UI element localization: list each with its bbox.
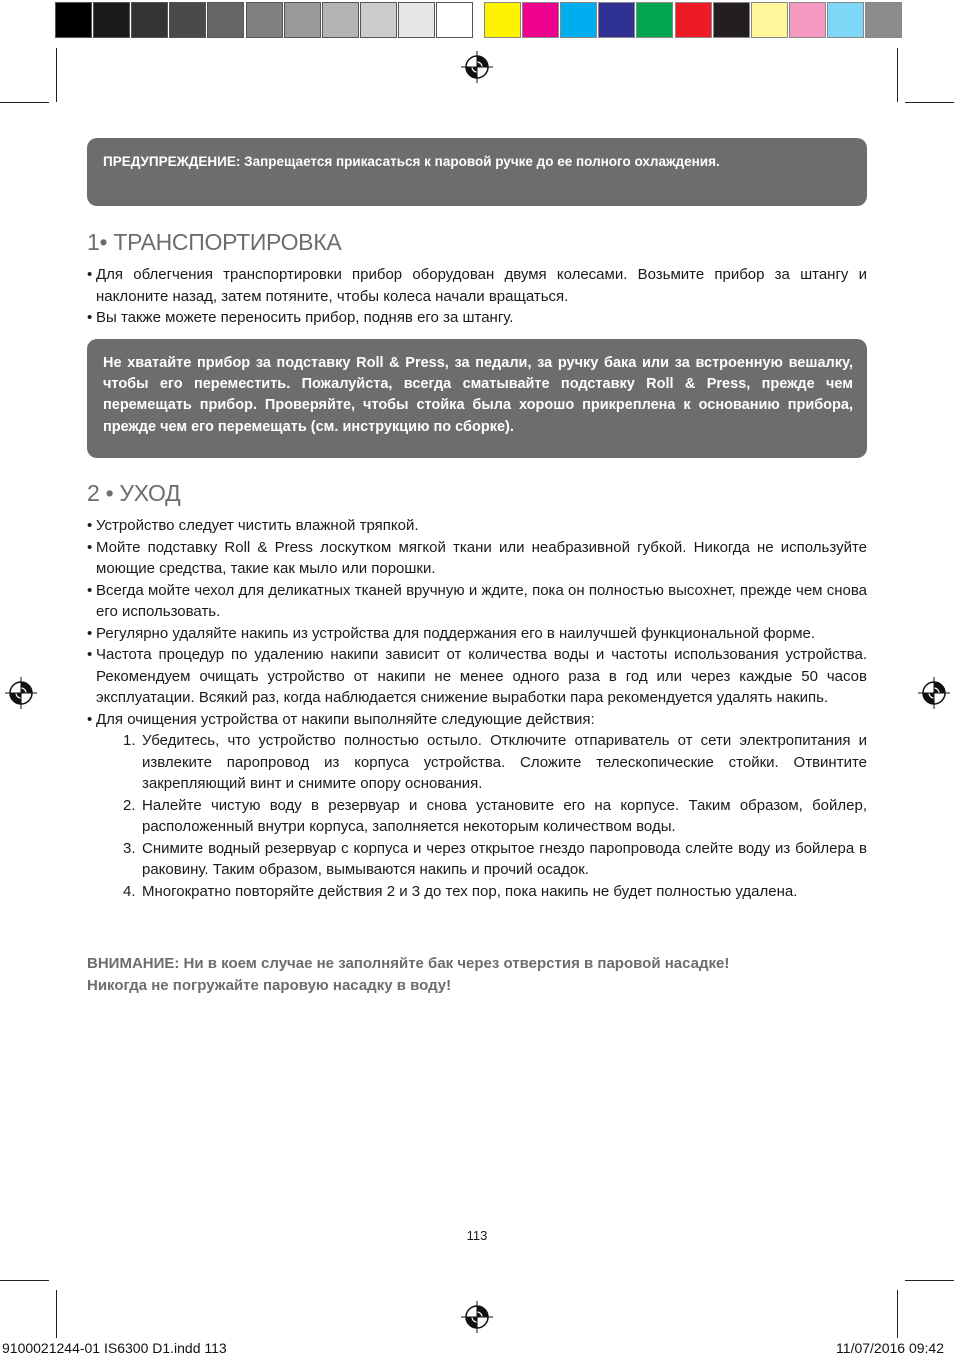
numbered-step — [87, 838, 867, 881]
warning-box — [87, 138, 867, 206]
color-swatch — [675, 2, 712, 38]
crop-mark — [56, 1290, 57, 1338]
bullet: • — [87, 517, 93, 534]
step-text: Многократно повторяйте действия 2 и 3 до тех пор, пока накипь не будет полностью удалена. — [142, 882, 798, 900]
care-content — [87, 515, 867, 902]
bullet: • — [87, 646, 93, 663]
step-text: Налейте чистую воду в резервуар и снова установите его на корпусе. Таким образом, бойлер, расположенный внутри корпуса, заполняется некоторым количеством воды. — [142, 796, 867, 835]
caution-line: ВНИМАНИЕ: Ни в коем случае не заполняйте бак через отверстия в паровой насадке! — [87, 955, 730, 972]
step-number: 3. — [123, 839, 136, 857]
list-item-text: Регулярно удаляйте накипь из устройства для поддержания его в наилучшей функциональной форме. — [96, 624, 816, 642]
crop-mark — [0, 1280, 49, 1281]
color-swatch — [751, 2, 788, 38]
color-swatch — [560, 2, 597, 38]
footer-timestamp: 11/07/2016 09:42 — [836, 1340, 944, 1356]
crop-mark — [897, 1290, 898, 1338]
caution-line: Никогда не погружайте паровую насадку в воду! — [87, 976, 452, 994]
step-text: Снимите водный резервуар с корпуса и через открытое гнездо паропровода слейте воду из бойлера в раковину. Таким образом, вымываются накипь и прочий осадок. — [142, 839, 867, 878]
transport-bullets — [87, 264, 867, 329]
list-item — [87, 644, 867, 709]
list-item — [87, 580, 867, 623]
numbered-step — [87, 730, 867, 795]
list-item-text: Устройство следует чистить влажной тряпкой. — [96, 517, 419, 534]
list-item-text: Для облегчения транспортировки прибор оборудован двумя колесами. Возьмите прибор за штангу и наклоните назад, затем потяните, чтобы колеса начали вращаться. — [96, 266, 867, 305]
bullet: • — [87, 538, 93, 556]
list-item — [87, 537, 867, 580]
section-heading-care: 2 • УХОД — [87, 480, 181, 506]
list-item-text: Всегда мойте чехол для деликатных тканей вручную и ждите, пока он полностью высохнет, прежде чем снова его использовать. — [96, 581, 867, 620]
warning-text: ПРЕДУПРЕЖДЕНИЕ: Запрещается прикасаться к паровой ручке до ее полного охлаждения. — [103, 154, 720, 169]
list-item — [87, 623, 867, 645]
color-swatch — [55, 2, 92, 38]
color-swatch — [636, 2, 673, 38]
numbered-step — [87, 881, 867, 903]
crop-mark — [0, 102, 49, 103]
color-swatch — [284, 2, 321, 38]
color-swatch — [713, 2, 750, 38]
registration-mark-icon — [918, 677, 950, 709]
bullet: • — [87, 309, 93, 326]
crop-mark — [897, 48, 898, 102]
crop-mark — [56, 48, 57, 102]
color-swatch — [522, 2, 559, 38]
color-swatch — [865, 2, 902, 38]
color-swatch — [169, 2, 206, 38]
registration-mark-icon — [5, 677, 37, 709]
bullet: • — [87, 624, 93, 642]
color-swatch — [598, 2, 635, 38]
transport-note-text: Не хватайте прибор за подставку Roll & Press, за педали, за ручку бака или за встроенную вешалку, чтобы его переместить. Пожалуйста, всегда сматывайте подставку Roll & Press, прежде чем перемещать прибор. Проверяйте, чтобы стойка была хорошо прикреплена к основанию прибора, прежде чем его перемещать (см. инструкцию по сборке). — [103, 355, 853, 435]
color-swatch — [827, 2, 864, 38]
step-number: 4. — [123, 882, 136, 900]
bullet: • — [87, 710, 93, 728]
color-swatch — [360, 2, 397, 38]
step-number: 1. — [123, 732, 136, 749]
list-item-text: Мойте подставку Roll & Press лоскутком мягкой ткани или неабразивной губкой. Никогда не используйте моющие средства, такие как мыло или порошки. — [96, 538, 867, 577]
crop-mark — [905, 1280, 954, 1281]
color-swatch — [207, 2, 244, 38]
list-item-text: Для очищения устройства от накипи выполняйте следующие действия: — [96, 710, 595, 728]
color-swatch — [789, 2, 826, 38]
list-item — [87, 307, 867, 329]
registration-mark-icon — [461, 51, 493, 83]
color-swatch — [131, 2, 168, 38]
page-number: 113 — [466, 1228, 488, 1243]
list-item — [87, 709, 867, 731]
bullet: • — [87, 581, 93, 599]
list-item — [87, 264, 867, 307]
color-swatch — [322, 2, 359, 38]
color-swatch — [246, 2, 283, 38]
numbered-step — [87, 795, 867, 838]
section-heading-transport: 1• ТРАНСПОРТИРОВКА — [87, 229, 342, 255]
caution-block — [87, 953, 867, 996]
step-number: 2. — [123, 796, 136, 814]
color-swatch — [436, 2, 473, 38]
step-text: Убедитесь, что устройство полностью остыло. Отключите отпариватель от сети электропитания и извлеките паропровод из корпуса устройства. Сложите телескопические стойки. Отвинтите закрепляющий винт и снимите опору основания. — [142, 732, 867, 792]
registration-mark-icon — [461, 1301, 493, 1333]
list-item-text: Вы также можете переносить прибор, подняв его за штангу. — [96, 309, 514, 326]
list-item — [87, 515, 867, 537]
footer-filename: 9100021244-01 IS6300 D1.indd 113 — [2, 1340, 227, 1356]
color-swatch — [398, 2, 435, 38]
transport-note-box — [87, 339, 867, 458]
color-swatch — [484, 2, 521, 38]
crop-mark — [905, 102, 954, 103]
bullet: • — [87, 266, 93, 283]
list-item-text: Частота процедур по удалению накипи зависит от количества воды и частоты использования устройства. Рекомендуем очищать устройство от накипи не менее одного раза в год или через каждые 50 часов эксплуатации. Всякий раз, когда наблюдается снижение выработки пара рекомендуется удалять накипь. — [96, 646, 867, 706]
color-swatch — [93, 2, 130, 38]
